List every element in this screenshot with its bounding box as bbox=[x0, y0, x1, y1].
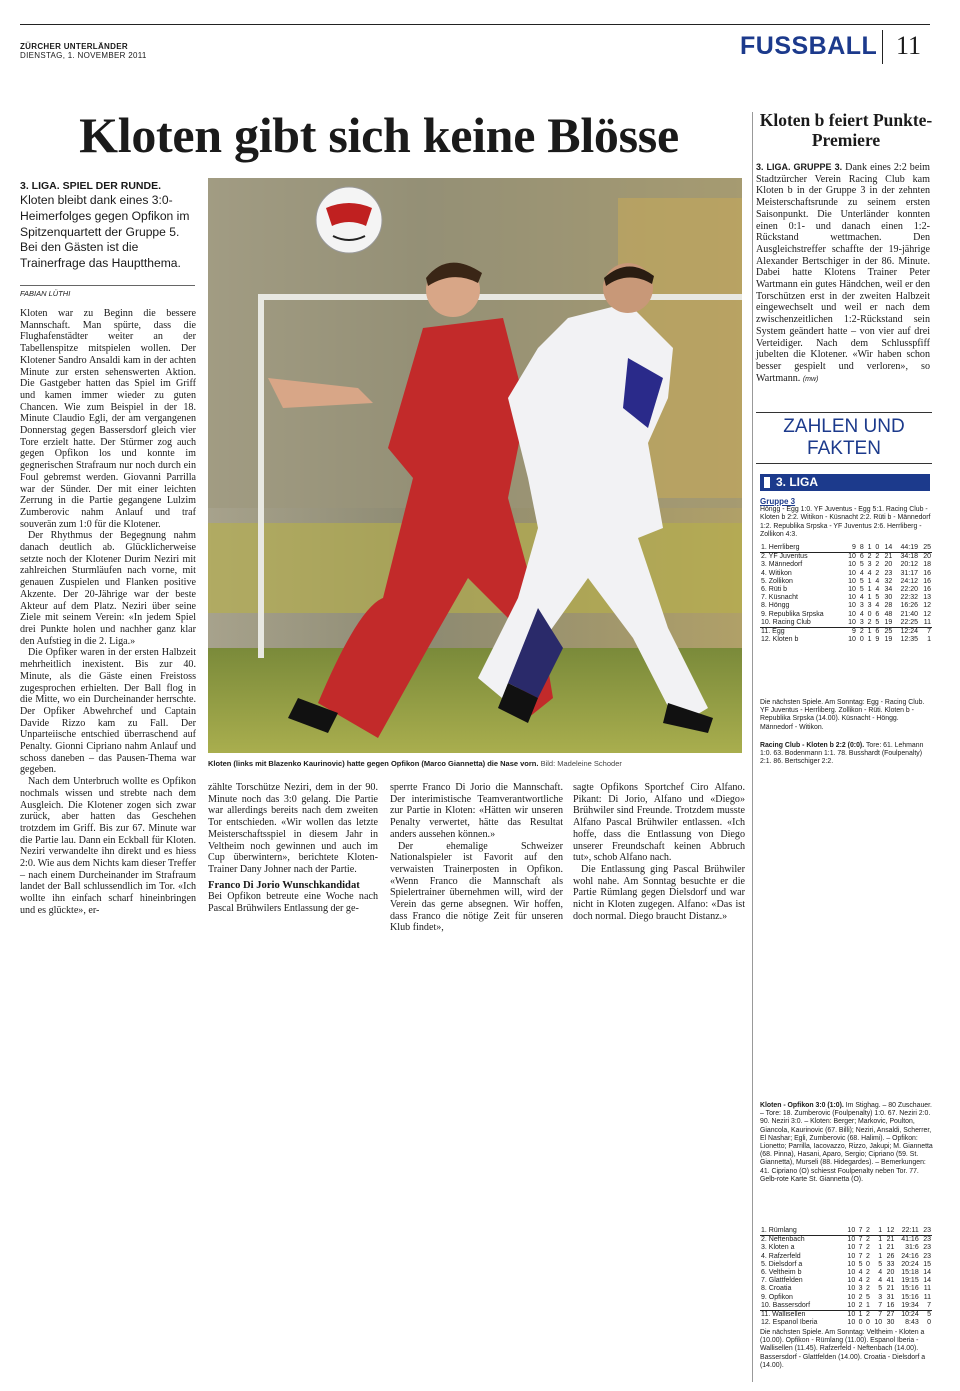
table-cell: 2 bbox=[865, 619, 873, 628]
group3-results bbox=[760, 498, 932, 539]
table-cell: 9 bbox=[875, 636, 880, 644]
table-row bbox=[760, 1253, 932, 1261]
table-row bbox=[760, 1236, 932, 1245]
table-cell: 13 bbox=[923, 594, 931, 602]
table-cell: 24:12 bbox=[900, 577, 919, 585]
table-cell: 5 bbox=[858, 1260, 863, 1268]
table-row bbox=[760, 544, 932, 553]
table-cell: 1 bbox=[867, 594, 872, 602]
table-cell: 10 bbox=[848, 636, 856, 644]
table-cell: 4 bbox=[878, 1269, 883, 1277]
table-cell: 0 bbox=[858, 1319, 863, 1327]
table-cell: 7 bbox=[858, 1244, 863, 1252]
team-name: 12. Kloten b bbox=[761, 636, 799, 644]
table-cell: 4 bbox=[859, 610, 864, 618]
paragraph: Der ehemalige Schweizer Nationalspieler ist Favorit auf den verwaisten Trainerposten in Opfikon. «Wenn Franco die Mannschaft als Spielertrainer übernehmen will, wird der Verein das gerne absegnen. Wir hoffen, dass Franco die nötige Zeit für unseren Klub findet», bbox=[390, 840, 563, 934]
table-cell: 4 bbox=[859, 594, 864, 602]
article-column-3 bbox=[390, 782, 563, 934]
team-name: 4. Rafzerfeld bbox=[761, 1252, 801, 1260]
team-name: 8. Höngg bbox=[761, 602, 790, 610]
table-cell: 20 bbox=[886, 1269, 895, 1277]
table-cell: 10 bbox=[848, 553, 856, 561]
photo-credit: Bild: Madeleine Schoder bbox=[540, 759, 622, 768]
table-cell: 16 bbox=[923, 569, 931, 577]
table-cell: 10 bbox=[847, 1319, 856, 1327]
table-cell: 9 bbox=[844, 544, 857, 553]
kloten-opfikon-report bbox=[760, 1102, 936, 1184]
table-cell: 11 bbox=[923, 1285, 931, 1293]
table-cell: 7 bbox=[920, 1302, 932, 1311]
table-cell: 10 bbox=[848, 602, 856, 610]
team-name: 3. Kloten a bbox=[761, 1244, 795, 1252]
paragraph: sagte Opfikons Sportchef Ciro Alfano. Pikant: Di Jorio, Alfano und «Diego» Brühwiler sind Freunde. Trotzdem musste Alfano Pascal Brühwiler entlassen. «Ich hoffe, dass die Entlassung von Diego unserer Freundschaft keinen Abbruch tut», schob Alfano nach. bbox=[573, 782, 745, 864]
table-cell: 5 bbox=[859, 561, 864, 569]
paragraph: Nach dem Unterbruch wollte es Opfikon nochmals wissen und strebte nach dem Ausgleich. Die Klotener zogen sich zwar zurück, aber hatten das Geschehen trotzdem im Griff. Bis zur 67. Minute war die Partie lau. Dann ein Eckball für Kloten. Neziri verwandelte ihn direkt und es hiess 2:0. Wie aus dem Nichts kam dieser Treffer – nach einem Durcheinander im Strafraum landet der Ball schlussendlich im Tor. «Ich wollte ihn einfach scharf hineinbringen und es glückte», er- bbox=[20, 776, 196, 916]
table-cell: 2 bbox=[856, 1302, 863, 1311]
team-name: 12. Espanol Iberia bbox=[761, 1319, 818, 1327]
table-cell: 21:40 bbox=[900, 610, 919, 618]
team-name: 5. Zollikon bbox=[761, 577, 793, 585]
author-tag: (mw) bbox=[802, 375, 819, 383]
team-name: 8. Croatia bbox=[761, 1285, 792, 1293]
photo-illustration bbox=[208, 178, 742, 753]
table-cell: 1 bbox=[865, 544, 873, 553]
table-cell: 0 bbox=[927, 1319, 931, 1327]
table-row bbox=[760, 570, 932, 578]
table-cell: 19 bbox=[880, 619, 893, 628]
table-cell: 12:24 bbox=[900, 628, 919, 636]
table-cell: 5 bbox=[875, 594, 880, 602]
table-cell: 16 bbox=[923, 577, 931, 585]
table-cell: 2 bbox=[866, 1236, 870, 1244]
section-title: FUSSBALL bbox=[740, 32, 878, 60]
table-cell: 3 bbox=[878, 1293, 883, 1301]
results-text: Höngg - Egg 1:0. YF Juventus - Egg 5:1. Racing Club - Kloten b 2:2. Witikon - Küsnacht 2:2. Rüti b - Männedorf 1:2. Republika Srpska - YF Juventus 2:6. Herrliberg - Zollikon 4:3. bbox=[760, 506, 931, 538]
table-cell: 31 bbox=[886, 1293, 895, 1301]
table-cell: 14 bbox=[923, 1269, 931, 1277]
paragraph: Die Opfiker waren in der ersten Halbzeit mehrheitlich inexistent. Bis zur 40. Minute, als die Gäste einen Freistoss zugesprochen erhielten. Der Ball flog in die Mitte, wo ein Durcheinander herrschte. Der Opfiker Abwehrchef und Captain Davide Rizzo kam zu Fall. Der Unparteiische entschied überraschend auf Penalty. Gionni Cipriano nahm Anlauf und schoss daneben – das Pausen-Thema war gegeben. bbox=[20, 647, 196, 776]
table-row bbox=[760, 1227, 932, 1236]
article-column-4 bbox=[573, 782, 745, 922]
table-cell: 5 bbox=[878, 1260, 883, 1268]
table-cell: 10 bbox=[847, 1293, 856, 1301]
match-title: Racing Club - Kloten b 2:2 (0:0). bbox=[760, 742, 865, 749]
article-column-2 bbox=[208, 782, 378, 915]
table-cell: 4 bbox=[858, 1277, 863, 1285]
table-cell: 31:6 bbox=[905, 1244, 919, 1252]
lead-text: Kloten bleibt dank eines 3:0-Heimerfolges gegen Opfikon im Spitzenquartett der Gruppe 5. Bei den Gästen ist die Trainerfrage das Hauptthema. bbox=[20, 193, 190, 271]
table-row bbox=[760, 611, 932, 619]
table-cell: 12:35 bbox=[900, 636, 919, 644]
team-name: 1. Herrliberg bbox=[760, 544, 844, 553]
table-cell: 0 bbox=[873, 544, 881, 553]
paper-name: ZÜRCHER UNTERLÄNDER bbox=[20, 42, 128, 51]
team-name: 3. Männedorf bbox=[761, 561, 803, 569]
table-cell: 23 bbox=[923, 1252, 931, 1260]
table-cell: 5 bbox=[859, 586, 864, 594]
table-cell: 8:43 bbox=[905, 1319, 919, 1327]
table-cell: 7 bbox=[927, 628, 931, 636]
table-cell: 10 bbox=[848, 569, 856, 577]
table-cell: 1 bbox=[867, 628, 872, 636]
team-name: 2. Neftenbach bbox=[761, 1236, 805, 1244]
group-title: Gruppe 3 bbox=[760, 497, 796, 506]
team-name: 7. Küsnacht bbox=[761, 594, 798, 602]
table-cell: 3 bbox=[858, 1285, 863, 1293]
table-cell: 1 bbox=[867, 636, 872, 644]
photo-caption bbox=[208, 759, 748, 768]
table-cell: 7 bbox=[871, 1302, 883, 1311]
table-cell: 2 bbox=[866, 1244, 870, 1252]
team-name: 10. Bassersdorf bbox=[760, 1302, 844, 1311]
table-cell: 7 bbox=[856, 1227, 863, 1236]
table-cell: 16 bbox=[883, 1302, 895, 1311]
table-cell: 33 bbox=[886, 1260, 895, 1268]
paragraph: Kloten war zu Beginn die bessere Mannschaft. Man spürte, dass die Flughafenstädter weiter an der Tabellenspitze mitspielen wollen. Der Klotener Sandro Ansaldi kam in der achten Minute zur ersten sehenswerten Aktion. Die Gastgeber hatten das Spiel im Griff und kamen immer wieder zu guten Chancen. Wie zum Beispiel in der 18. Minute Claudio Egli, der am vergangenen Donnerstag gegen Bassersdorf gleich vier Tore erzielt hatte. Der Stürmer zog auch gegen Opfikon los und konnte im gegnerischen Strafraum nur noch durch ein Foul gebremst werden. Giovanni Parrilla war der Sünder. Der mit einer leichten Zerrung in die Partie gegangene Lulzim Zumberovic nahm Anlauf und traf souverän zum 1:0 für die Klotener. bbox=[20, 308, 196, 530]
table-cell: 10 bbox=[844, 1302, 856, 1311]
table-cell: 5 bbox=[873, 619, 881, 628]
table-cell: 41 bbox=[886, 1277, 895, 1285]
table-cell: 4 bbox=[875, 586, 880, 594]
table-cell: 10 bbox=[848, 594, 856, 602]
table-cell: 23 bbox=[884, 569, 893, 577]
table-cell: 7 bbox=[858, 1252, 863, 1260]
team-name: 11. Egg bbox=[761, 628, 785, 636]
table-cell: 7 bbox=[878, 1311, 883, 1319]
column-rule bbox=[752, 112, 753, 1382]
match-title: Kloten - Opfikon 3:0 (1:0). bbox=[760, 1102, 844, 1109]
table-row bbox=[760, 602, 932, 610]
group5-next-games: Die nächsten Spiele. Am Sonntag: Veltheim - Kloten a (10.00). Opfikon - Rümlang (11.00). Espanol Iberia - Wallisellen (11.45). Rafzerfeld - Neftenbach (14.00). Bassersdorf - Glattfelden (14.00). Croatia - Dielsdorf a (14.00). bbox=[760, 1329, 926, 1369]
table-cell: 5 bbox=[878, 1285, 883, 1293]
table-cell: 5 bbox=[927, 1311, 931, 1319]
table-cell: 22:20 bbox=[900, 586, 919, 594]
table-cell: 34:18 bbox=[900, 553, 919, 561]
table-cell: 27 bbox=[886, 1311, 895, 1319]
table-cell: 7 bbox=[858, 1236, 863, 1244]
table-cell: 25 bbox=[919, 544, 932, 553]
table-cell: 1 bbox=[864, 1302, 871, 1311]
subheading: Franco Di Jorio Wunschkandidat bbox=[208, 879, 360, 891]
league-banner: 3. LIGA bbox=[760, 474, 930, 491]
table-cell: 10 bbox=[848, 586, 856, 594]
paragraph: sperrte Franco Di Jorio die Mannschaft. Der interimistische Teamverantwortliche zur Partie in Kloten: «Hätten wir unseren Penalty verwertet, hätte das Resultat anders aussehen können.» bbox=[390, 782, 563, 840]
table-cell: 4 bbox=[867, 569, 872, 577]
table-cell: 5 bbox=[859, 577, 864, 585]
table-cell: 44:19 bbox=[893, 544, 919, 553]
table-cell: 3 bbox=[857, 619, 865, 628]
table-cell: 2 bbox=[859, 628, 864, 636]
table-cell: 0 bbox=[866, 1319, 870, 1327]
group5-standings-table bbox=[760, 1227, 932, 1327]
table-cell: 2 bbox=[875, 569, 880, 577]
table-cell: 10 bbox=[848, 577, 856, 585]
table-cell: 20:24 bbox=[901, 1260, 919, 1268]
table-cell: 31:17 bbox=[900, 569, 919, 577]
table-cell: 15 bbox=[923, 1260, 931, 1268]
author: FABIAN LÜTHI bbox=[20, 285, 195, 298]
table-row bbox=[760, 1302, 932, 1311]
team-name: 11. Wallisellen bbox=[761, 1311, 806, 1319]
table-cell: 2 bbox=[866, 1311, 870, 1319]
team-name: 9. Opfikon bbox=[761, 1293, 793, 1301]
table-cell: 10:24 bbox=[901, 1311, 919, 1319]
table-cell: 24:16 bbox=[901, 1252, 919, 1260]
match-text: Tore: 61. Lehmann 1:0. 63. Bodenmann 1:1. 78. Busshardt (Foulpenalty) 2:1. 86. Bertschiger 2:2. bbox=[760, 742, 924, 766]
table-cell: 19:15 bbox=[901, 1277, 919, 1285]
side-headline: Kloten b feiert Punkte-Premiere bbox=[759, 110, 933, 150]
group3-standings-table bbox=[760, 544, 932, 644]
table-cell: 18 bbox=[923, 561, 931, 569]
paragraph: Der Rhythmus der Begegnung nahm danach deutlich ab. Glücklicherweise setzte noch der Klotener Durim Neziri mit zahlreichen Sturmläufen nach vorne, mit genauen Zuspielen und Flanken positive Akzente. Der 20-Jährige war der beste Akteur auf dem Platz. Neziri über seine Ziele mit seinem Verein: «In jedem Spiel drei Punkte holen und nachher ganz klar den Aufstieg in die 2. Liga.» bbox=[20, 530, 196, 647]
table-row bbox=[760, 1294, 932, 1302]
table-cell: 10 bbox=[848, 561, 856, 569]
table-row bbox=[760, 553, 932, 562]
table-cell: 0 bbox=[859, 636, 864, 644]
table-cell: 28 bbox=[884, 602, 893, 610]
table-cell: 2 bbox=[866, 1252, 870, 1260]
table-cell: 41:16 bbox=[901, 1236, 919, 1244]
zahlen-und-fakten-title: ZAHLEN UND FAKTEN bbox=[756, 412, 932, 464]
page-number: 11 bbox=[896, 31, 922, 60]
table-cell: 4 bbox=[878, 1277, 883, 1285]
racing-club-report bbox=[760, 742, 932, 767]
table-cell: 30 bbox=[884, 594, 893, 602]
table-cell: 3 bbox=[859, 602, 864, 610]
side-kicker: 3. LIGA. GRUPPE 3. bbox=[756, 162, 843, 172]
table-cell: 2 bbox=[875, 561, 880, 569]
table-cell: 32 bbox=[884, 577, 893, 585]
table-row bbox=[760, 561, 932, 569]
table-cell: 20 bbox=[923, 553, 931, 561]
table-cell: 2 bbox=[866, 1269, 870, 1277]
table-row bbox=[760, 636, 932, 644]
section-divider bbox=[882, 30, 883, 64]
side-text: Dank eines 2:2 beim Stadtzürcher Verein Racing Club kam Kloten b in der Gruppe 3 in der zehnten Meisterschaftsrunde zu seinem ersten Saisonpunkt. Die Unterländer konnten einen 0:1- und danach einen 1:2-Rückstand wettmachen. Den Ausgleichstreffer schaffte der 19-jährige Alexander Bertschiger in der 86. Minute. Dabei hatte Klotens Trainer Peter Wartmann ein gutes Händchen, weil er den Torschützen erst in der zweiten Halbzeit eingewechselt und weil er nach dem zwischenzeitlichen 1:2-Rückstand sein System geändert hatte – von vier auf drei Verteidiger. Nach dem Schlusspfiff jubelten die Klotener. «Wir haben schon besser gespielt und verloren», so Wartmann. bbox=[756, 162, 930, 384]
table-cell: 1 bbox=[858, 1311, 863, 1319]
table-cell: 6 bbox=[859, 553, 864, 561]
issue-date: DIENSTAG, 1. NOVEMBER 2011 bbox=[20, 51, 147, 60]
table-cell: 20 bbox=[884, 561, 893, 569]
table-cell: 0 bbox=[866, 1260, 870, 1268]
table-row bbox=[760, 578, 932, 586]
table-row bbox=[760, 594, 932, 602]
table-cell: 2 bbox=[866, 1285, 870, 1293]
team-name: 5. Dielsdorf a bbox=[761, 1260, 803, 1268]
table-cell: 3 bbox=[867, 602, 872, 610]
table-cell: 11 bbox=[919, 619, 932, 628]
table-cell: 3 bbox=[867, 561, 872, 569]
table-cell: 21 bbox=[884, 553, 893, 561]
table-cell: 15:16 bbox=[901, 1285, 919, 1293]
table-cell: 4 bbox=[875, 577, 880, 585]
article-column-1 bbox=[20, 308, 196, 917]
table-cell: 23 bbox=[923, 1244, 931, 1252]
match-text: Im Stighag. – 80 Zuschauer. – Tore: 18. Zumberovic (Foulpenalty) 1:0. 67. Neziri 2:0. 90. Neziri 3:0. – Kloten: Berger; Markovic, Poulton, Giancola, Kaurinovic (67. Billi); Neziri, Ansaldi, Scherrer, El Nashar; Egli, Zumberovic (68. Halimi). – Opfikon: Lionetto; Parrilla, Iacovazzo, Rizzo, Jakupi; M. Giannetta (68. Pinna), Hasani, Aparo, Sergio; Cipriano (59. St. Giannetta), Murseli (88. Hidegardes). – Bemerkungen: 41. Cipriano (O) schiesst Foulpenalty neben Tor. 77. Gelb-rote Karte St. Giannetta (O). bbox=[760, 1102, 933, 1183]
table-row bbox=[760, 1277, 932, 1285]
table-cell: 19 bbox=[884, 636, 893, 644]
table-cell: 20:12 bbox=[900, 561, 919, 569]
table-cell: 1 bbox=[878, 1252, 883, 1260]
table-cell: 10 bbox=[847, 1236, 856, 1244]
table-cell: 4 bbox=[859, 569, 864, 577]
table-cell: 23 bbox=[923, 1236, 931, 1244]
paragraph: zählte Torschütze Neziri, dem in der 90. Minute noch das 3:0 gelang. Die Partie war allerdings bereits nach dem zweiten Tor entschieden. «Wir wollen das letzte Meisterschaftsspiel in diesem Jahr in Veltheim noch gewinnen und auch im Cup überwintern», berichtete Kloten-Trainer Dany Johner nach der Partie. bbox=[208, 782, 378, 875]
table-cell: 10 bbox=[844, 1227, 856, 1236]
lead-kicker: 3. LIGA. SPIEL DER RUNDE. bbox=[20, 180, 161, 192]
table-cell: 1 bbox=[867, 577, 872, 585]
table-cell: 6 bbox=[875, 610, 880, 618]
table-cell: 2 bbox=[864, 1227, 871, 1236]
table-cell: 10 bbox=[847, 1252, 856, 1260]
paragraph: Die Entlassung ging Pascal Brühwiler wohl nahe. Am Sonntag besuchte er die Partie Rümlang gegen Dielsdorf und war nicht in Kloten zugegen. Alfano: «Das ist doch normal. Diego braucht Distanz.» bbox=[573, 863, 745, 922]
headline: Kloten gibt sich keine Blösse bbox=[79, 107, 679, 163]
table-cell: 30 bbox=[886, 1319, 895, 1327]
table-cell: 16:26 bbox=[900, 602, 919, 610]
table-cell: 21 bbox=[886, 1285, 895, 1293]
paragraph: Bei Opfikon betreute eine Woche nach Pascal Brühwilers Entlassung der ge- bbox=[208, 891, 378, 915]
team-name: 9. Republika Srpska bbox=[761, 610, 824, 618]
table-cell: 1 bbox=[878, 1236, 883, 1244]
team-name: 10. Racing Club bbox=[760, 619, 844, 628]
table-row bbox=[760, 619, 932, 628]
table-cell: 5 bbox=[866, 1293, 870, 1301]
table-cell: 11 bbox=[923, 1293, 931, 1301]
table-cell: 23 bbox=[920, 1227, 932, 1236]
table-cell: 21 bbox=[886, 1244, 895, 1252]
table-cell: 22:11 bbox=[895, 1227, 919, 1236]
team-name: 7. Glattfelden bbox=[761, 1277, 803, 1285]
table-cell: 48 bbox=[884, 610, 893, 618]
side-article bbox=[756, 162, 930, 385]
table-cell: 10 bbox=[848, 610, 856, 618]
table-cell: 10 bbox=[847, 1260, 856, 1268]
table-cell: 10 bbox=[847, 1269, 856, 1277]
table-cell: 22:25 bbox=[893, 619, 919, 628]
table-cell: 1 bbox=[867, 586, 872, 594]
table-cell: 16 bbox=[923, 586, 931, 594]
table-cell: 21 bbox=[886, 1236, 895, 1244]
table-cell: 19:34 bbox=[895, 1302, 919, 1311]
table-cell: 10 bbox=[874, 1319, 883, 1327]
team-name: 4. Witikon bbox=[761, 569, 792, 577]
table-row bbox=[760, 1285, 932, 1293]
table-cell: 22:32 bbox=[900, 594, 919, 602]
table-cell: 10 bbox=[847, 1277, 856, 1285]
table-cell: 4 bbox=[858, 1269, 863, 1277]
table-row bbox=[760, 1311, 932, 1320]
team-name: 6. Veltheim b bbox=[761, 1269, 802, 1277]
table-cell: 10 bbox=[847, 1244, 856, 1252]
team-name: 2. YF Juventus bbox=[761, 553, 808, 561]
table-cell: 10 bbox=[844, 619, 857, 628]
table-row bbox=[760, 1319, 932, 1327]
table-cell: 15:18 bbox=[901, 1269, 919, 1277]
table-row bbox=[760, 628, 932, 637]
table-cell: 9 bbox=[852, 628, 856, 636]
table-cell: 26 bbox=[886, 1252, 895, 1260]
masthead bbox=[20, 42, 147, 60]
table-cell: 10 bbox=[847, 1311, 856, 1319]
table-row bbox=[760, 586, 932, 594]
table-cell: 6 bbox=[875, 628, 880, 636]
group3-next-games: Die nächsten Spiele. Am Sonntag: Egg - Racing Club. YF Juventus - Herrliberg. Zollikon - Rüti. Kloten b - Republika Srpska (14.00). Küsnacht - Höngg. Männedorf - Witikon. bbox=[760, 699, 925, 731]
caption-text: Kloten (links mit Blazenko Kaurinovic) hatte gegen Opfikon (Marco Giannetta) die Nase vorn. bbox=[208, 759, 539, 768]
top-rule bbox=[20, 24, 930, 25]
table-cell: 0 bbox=[867, 610, 872, 618]
table-cell: 1 bbox=[871, 1227, 883, 1236]
table-cell: 14 bbox=[880, 544, 893, 553]
table-cell: 15:16 bbox=[901, 1293, 919, 1301]
table-cell: 2 bbox=[875, 553, 880, 561]
match-photo bbox=[208, 178, 742, 753]
table-cell: 25 bbox=[884, 628, 893, 636]
table-cell: 34 bbox=[884, 586, 893, 594]
table-row bbox=[760, 1261, 932, 1269]
team-name: 1. Rümlang bbox=[760, 1227, 844, 1236]
table-cell: 14 bbox=[923, 1277, 931, 1285]
table-cell: 4 bbox=[875, 602, 880, 610]
table-cell: 12 bbox=[923, 610, 931, 618]
table-cell: 10 bbox=[847, 1285, 856, 1293]
table-cell: 8 bbox=[857, 544, 865, 553]
table-cell: 2 bbox=[866, 1277, 870, 1285]
table-row bbox=[760, 1244, 932, 1252]
table-cell: 12 bbox=[923, 602, 931, 610]
table-row bbox=[760, 1269, 932, 1277]
table-cell: 1 bbox=[927, 636, 931, 644]
table-cell: 2 bbox=[858, 1293, 863, 1301]
table-cell: 2 bbox=[867, 553, 872, 561]
table-cell: 12 bbox=[883, 1227, 895, 1236]
team-name: 6. Rüti b bbox=[761, 586, 788, 594]
table-cell: 1 bbox=[878, 1244, 883, 1252]
